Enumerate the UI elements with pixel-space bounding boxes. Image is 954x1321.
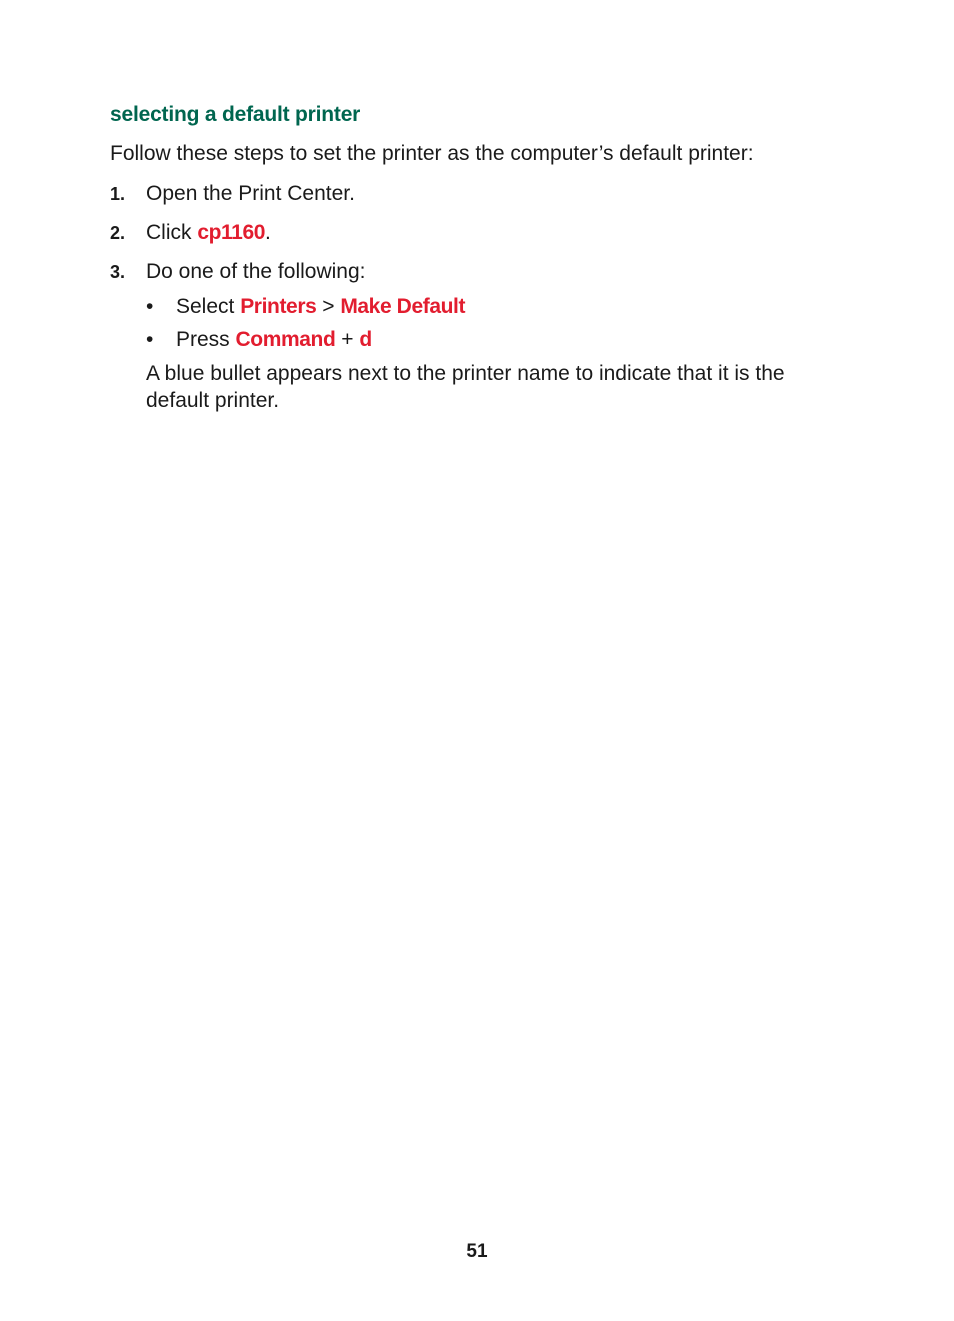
step-number: 2.: [110, 223, 126, 243]
key-separator: +: [335, 328, 360, 351]
step-1: [110, 182, 355, 206]
section-heading: selecting a default printer: [110, 103, 361, 126]
step-3: [110, 260, 365, 284]
bullet-select-menu: [146, 295, 465, 319]
bullet-prefix: Select: [176, 295, 241, 318]
result-paragraph: A blue bullet appears next to the printer name to indicate that it is the default printer.: [146, 362, 785, 412]
step-text: Do one of the following:: [146, 260, 366, 283]
step-number: 3.: [110, 262, 126, 282]
key-command-highlight: Command: [235, 328, 336, 351]
key-d-highlight: d: [359, 328, 372, 351]
step-2: [110, 221, 271, 245]
step-prefix: Click: [146, 221, 198, 244]
menu-separator: >: [316, 295, 341, 318]
printer-name-highlight: cp1160: [197, 221, 266, 244]
bullet-marker: •: [146, 295, 154, 318]
step-text: Open the Print Center.: [146, 182, 355, 205]
step-number: 1.: [110, 184, 126, 204]
intro-paragraph: Follow these steps to set the printer as the computer’s default printer:: [110, 142, 754, 165]
menu-printers-highlight: Printers: [240, 295, 317, 318]
bullet-prefix: Press: [176, 328, 236, 351]
bullet-marker: •: [146, 328, 154, 351]
bullet-keyboard-shortcut: [146, 328, 372, 352]
page-number: 51: [466, 1241, 488, 1262]
menu-make-default-highlight: Make Default: [340, 295, 466, 318]
step-suffix: .: [265, 221, 271, 244]
